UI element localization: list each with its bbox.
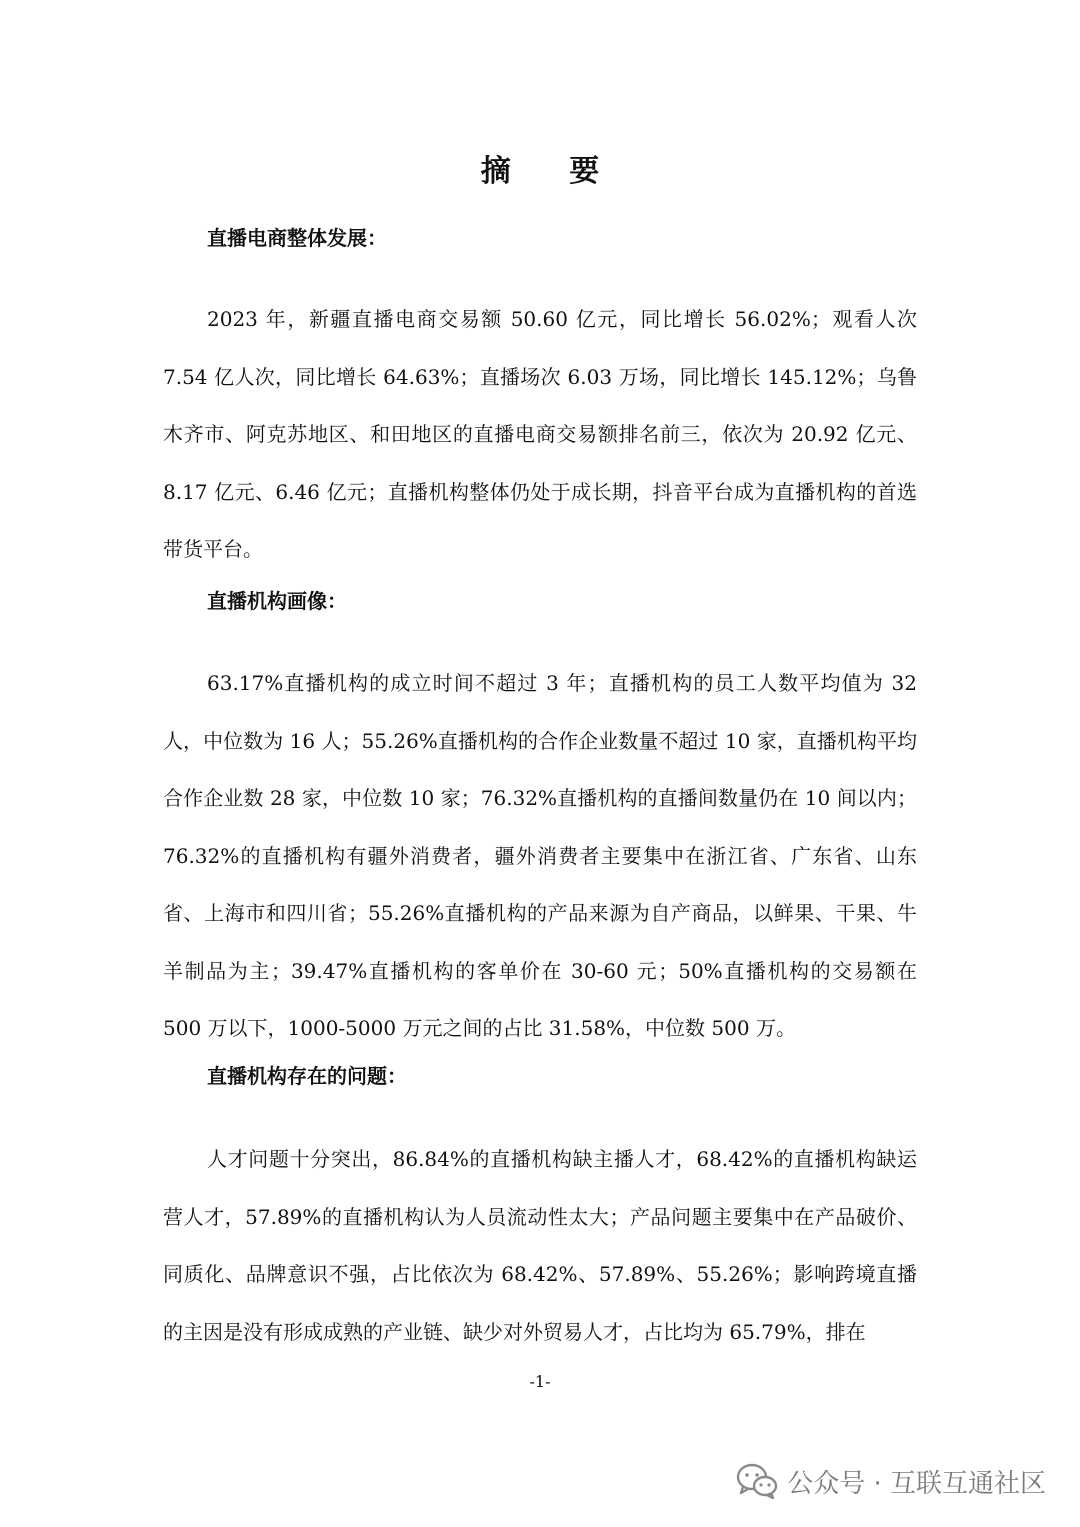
- watermark-text: 公众号 · 互联互通社区: [787, 1468, 1046, 1499]
- page-number: -1-: [529, 1372, 551, 1391]
- section-heading: 直播电商整体发展：: [207, 226, 387, 250]
- section-paragraph: 2023 年，新疆直播电商交易额 50.60 亿元，同比增长 56.02%；观看人次 7.54 亿人次，同比增长 64.63%；直播场次 6.03 万场，同比增长 145.12%；乌鲁木齐市、阿克苏地区、和田地区的直播电商交易额排名前三，依次为 20.92 亿元、 8.17 亿元、6.46 亿元；直播机构整体仍处于成长期，抖音平台成为直播机构的首选带货平台。: [163, 307, 917, 561]
- page-title: 摘 要: [480, 154, 624, 189]
- wechat-icon: [735, 1461, 779, 1501]
- section-agency-profile: [163, 587, 917, 1058]
- section-paragraph: 63.17%直播机构的成立时间不超过 3 年；直播机构的员工人数平均值为 32 人，中位数为 16 人；55.26%直播机构的合作企业数量不超过 10 家，直播机构平均合作企业数 28 家，中位数 10 家；76.32%直播机构的直播间数量仍在 10 间以内；76.32%的直播机构有疆外消费者，疆外消费者主要集中在浙江省、广东省、山东省、上海市和四川省；55.26%直播机构的产品来源为自产商品，以鲜果、干果、牛羊制品为主；39.47%直播机构的客单价在 30-60 元；50%直播机构的交易额在 500 万以下，1000-5000 万元之间的占比 31.58%，中位数 500 万。: [163, 671, 917, 1040]
- section-agency-problems: [163, 1062, 917, 1361]
- section-heading: 直播机构画像：: [207, 589, 347, 613]
- wechat-watermark: [735, 1459, 1046, 1503]
- section-heading: 直播机构存在的问题：: [207, 1064, 407, 1088]
- section-paragraph: 人才问题十分突出，86.84%的直播机构缺主播人才，68.42%的直播机构缺运营人才，57.89%的直播机构认为人员流动性太大；产品问题主要集中在产品破价、同质化、品牌意识不强，占比依次为 68.42%、57.89%、55.26%；影响跨境直播的主因是没有形成成熟的产业链、缺少对外贸易人才，占比均为 65.79%，排在: [163, 1147, 917, 1344]
- section-overall-development: [163, 224, 917, 579]
